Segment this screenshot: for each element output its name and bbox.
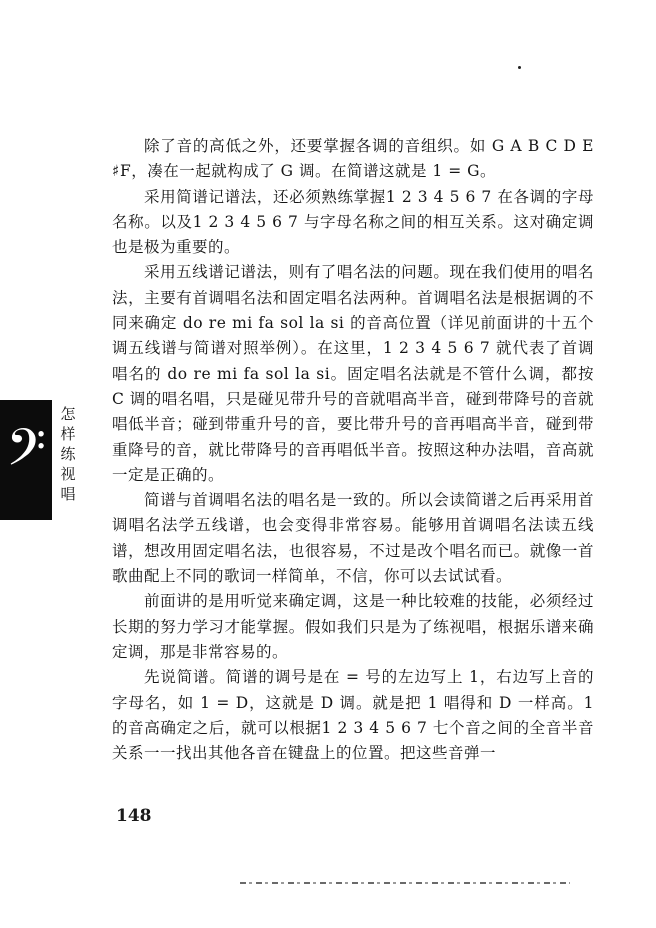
body-text bbox=[112, 134, 594, 766]
side-title-char: 视 bbox=[60, 465, 76, 483]
page-number: 148 bbox=[116, 806, 152, 826]
chapter-side-title bbox=[58, 404, 78, 504]
paragraph: 前面讲的是用听觉来确定调，这是一种比较难的技能，必须经过长期的努力学习才能掌握。假如我们只是为了练视唱，根据乐谱来确定调，那是非常容易的。 bbox=[112, 592, 594, 661]
scan-speck bbox=[518, 66, 521, 69]
side-title-char: 唱 bbox=[60, 485, 76, 503]
paragraph: 简谱与首调唱名法的唱名是一致的。所以会读简谱之后再采用首调唱名法学五线谱，也会变得非常容易。能够用首调唱名法读五线谱，想改用固定唱名法，也很容易，不过是改个唱名而已。就像一首歌曲配上不同的歌词一样简单，不信，你可以去试试看。 bbox=[112, 491, 594, 586]
paragraph: 除了音的高低之外，还要掌握各调的音组织。如 G A B C D E ♯F，凑在一起就构成了 G 调。在简谱这就是 1 = G。 bbox=[112, 137, 594, 181]
scan-artifact-line bbox=[240, 882, 570, 884]
side-title-char: 怎 bbox=[60, 405, 76, 423]
bass-clef-icon: 𝄢 bbox=[6, 417, 46, 490]
paragraph: 采用简谱记谱法，还必须熟练掌握1 2 3 4 5 6 7 在各调的字母名称。以及1 2 3 4 5 6 7 与字母名称之间的相互关系。这对确定调也是极为重要的。 bbox=[112, 187, 594, 257]
side-title-char: 样 bbox=[60, 425, 76, 443]
side-title-char: 练 bbox=[60, 445, 76, 463]
paragraph: 采用五线谱记谱法，则有了唱名法的问题。现在我们使用的唱名法，主要有首调唱名法和固定唱名法两种。首调唱名法是根据调的不同来确定 do re mi fa sol la si 的音高位置（详见前面讲的十五个调五线谱与简谱对照举例）。在这里，1 2 3 4 5 6 7 就代表了首调唱名的 do re mi fa sol la si。固定唱名法就是不管什么调，都按 C 调的唱名唱，只是碰见带升号的音就唱高半音，碰到带降号的音就唱低半音；碰到带重升号的音，要比带升号的音再唱高半音，碰到带重降号的音，就比带降号的音再唱低半音。按照这种办法唱，音高就一定是正确的。 bbox=[112, 263, 594, 484]
paragraph: 先说简谱。简谱的调号是在 = 号的左边写上 1，右边写上音的字母名，如 1 = D，这就是 D 调。就是把 1 唱得和 D 一样高。1 的音高确定之后，就可以根据1 2 3 4 5 6 7 七个音之间的全音半音关系一一找出其他各音在键盘上的位置。把这些音弹一 bbox=[112, 668, 594, 763]
